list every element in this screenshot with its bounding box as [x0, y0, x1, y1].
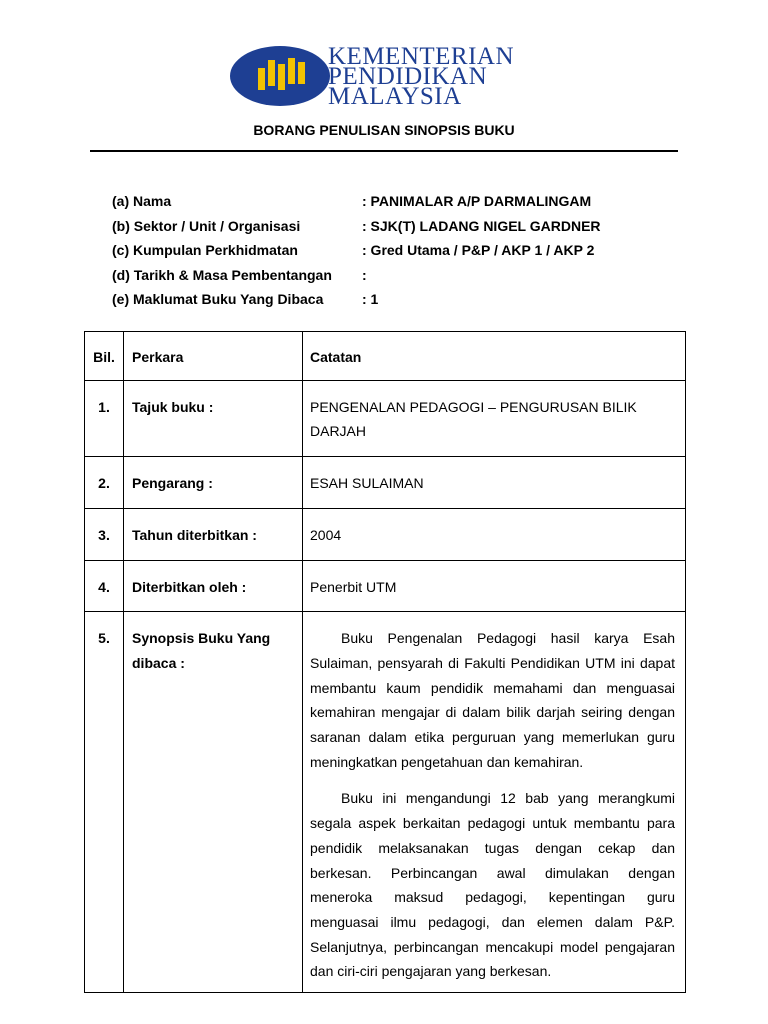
perkara-cell: Tajuk buku : — [124, 380, 303, 456]
bil-cell: 3. — [85, 508, 124, 560]
perkara-cell: Diterbitkan oleh : — [124, 560, 303, 612]
table-row-synopsis — [85, 612, 686, 993]
catatan-cell: 2004 — [303, 508, 686, 560]
logo-line-1: KEMENTERIAN — [328, 43, 515, 70]
catatan-cell: ESAH SULAIMAN — [303, 457, 686, 509]
info-label: (d) Tarikh & Masa Pembentangan — [112, 266, 332, 283]
header-cell: Perkara — [124, 332, 303, 381]
info-label: (b) Sektor / Unit / Organisasi — [112, 217, 301, 234]
synopsis-paragraph: Buku ini mengandungi 12 bab yang merangkumi segala aspek berkaitan pedagogi untuk membantu para pendidik melaksanakan tugas dengan cekap dan berkesan. Perbincangan awal dimulakan dengan meneroka maksud pedagogi, kepentingan guru menguasai ilmu pedagogi, dan elemen dalam P&P. Selanjutnya, perbincangan mencakupi model pengajaran dan ciri-ciri pengajaran yang berkesan. — [310, 790, 675, 980]
logo-line-3: MALAYSIA — [328, 83, 462, 110]
bil-cell: 2. — [85, 457, 124, 509]
perkara-cell: Pengarang : — [124, 457, 303, 509]
bil-cell: 5. — [85, 612, 124, 993]
info-value: : Gred Utama / P&P / AKP 1 / AKP 2 — [362, 242, 595, 258]
synopsis-table — [84, 331, 686, 993]
header-cell: Bil. — [85, 332, 124, 381]
info-value: : — [362, 266, 367, 283]
info-row-maklumat — [112, 291, 601, 316]
catatan-cell: Penerbit UTM — [303, 560, 686, 612]
logo-wordmark — [328, 43, 515, 110]
info-value: : 1 — [362, 291, 379, 307]
info-value: : SJK(T) LADANG NIGEL GARDNER — [362, 217, 601, 234]
table-row — [85, 560, 686, 612]
info-row-tarikh — [112, 267, 601, 292]
synopsis-cell — [303, 612, 686, 993]
title-divider — [90, 150, 678, 152]
bil-cell: 4. — [85, 560, 124, 612]
table-header-row — [85, 332, 686, 381]
info-block — [112, 193, 601, 316]
table-row — [85, 508, 686, 560]
synopsis-paragraph: Buku Pengenalan Pedagogi hasil karya Esah Sulaiman, pensyarah di Fakulti Pendidikan UTM ini dapat membantu kaum pendidik memahami dan menguasai kemahiran mengajar di dalam bilik darjah seiring dengan saranan dalam etika perguruan yang memerlukan guru meningkatkan pengetahuan dan kemahiran. — [310, 630, 675, 770]
table-row — [85, 457, 686, 509]
info-row-kumpulan — [112, 242, 601, 267]
perkara-cell: Synopsis Buku Yang dibaca : — [124, 612, 303, 993]
logo-line-2: PENDIDIKAN — [328, 63, 488, 90]
info-row-nama — [112, 193, 601, 218]
catatan-cell: PENGENALAN PEDAGOGI – PENGURUSAN BILIK DARJAH — [303, 380, 686, 456]
info-label: (e) Maklumat Buku Yang Dibaca — [112, 291, 324, 307]
info-row-sektor — [112, 218, 601, 243]
header-cell: Catatan — [303, 332, 686, 381]
perkara-cell: Tahun diterbitkan : — [124, 508, 303, 560]
table-row — [85, 380, 686, 456]
form-title: BORANG PENULISAN SINOPSIS BUKU — [253, 122, 515, 138]
bil-cell: 1. — [85, 380, 124, 456]
info-label: (a) Nama — [112, 193, 172, 209]
info-value: : PANIMALAR A/P DARMALINGAM — [362, 193, 592, 209]
info-label: (c) Kumpulan Perkhidmatan — [112, 242, 298, 258]
